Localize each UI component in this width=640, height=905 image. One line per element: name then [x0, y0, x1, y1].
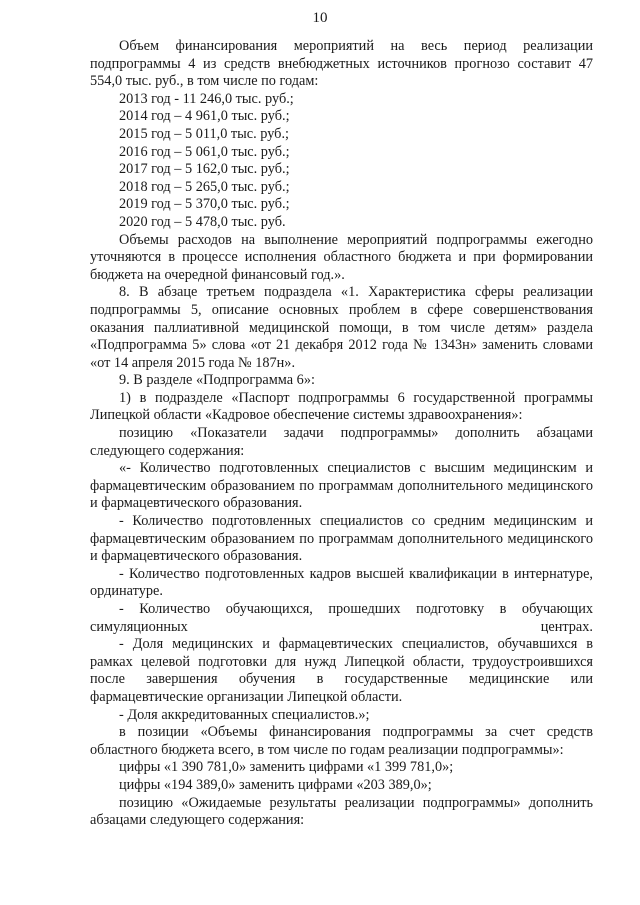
paragraph: - Количество подготовленных специалистов со средним медицинским и фармацевтическим образованием по программам дополнительного медицинского и фармацевтического образования.: [90, 513, 593, 565]
paragraph: Объемы расходов на выполнение мероприятий подпрограммы ежегодно уточняются в процессе исполнения областного бюджета и при формировании бюджета на очередной финансовый год.».: [90, 231, 593, 283]
paragraph: «- Количество подготовленных специалистов с высшим медицинским и фармацевтическим образованием по программам дополнительного медицинского и фармацевтического образования.: [90, 460, 593, 512]
paragraph: цифры «194 389,0» заменить цифрами «203 389,0»;: [119, 776, 432, 793]
paragraph: цифры «1 390 781,0» заменить цифрами «1 399 781,0»;: [119, 759, 454, 776]
paragraph: - Количество обучающихся, прошедших подготовку в обучающих симуляционных центрах.: [90, 601, 593, 635]
paragraph: позицию «Показатели задачи подпрограммы» дополнить абзацами следующего содержания:: [90, 425, 593, 459]
paragraph: - Доля медицинских и фармацевтических специалистов, обучавшихся в рамках целевой подготовки для нужд Липецкой области, трудоустроившихся после завершения обучения в государственные медицинские или фармацевтические организации Липецкой области.: [90, 636, 593, 705]
paragraph: 2016 год – 5 061,0 тыс. руб.;: [119, 143, 290, 160]
paragraph: 2017 год – 5 162,0 тыс. руб.;: [119, 161, 290, 178]
page-number: 10: [312, 10, 328, 26]
paragraph: 1) в подразделе «Паспорт подпрограммы 6 государственной программы Липецкой области «Кадровое обеспечение системы здравоохранения»:: [90, 389, 593, 424]
paragraph: позицию «Ожидаемые результаты реализации подпрограммы» дополнить абзацами следующего содержания:: [90, 794, 593, 829]
paragraph: 2013 год - 11 246,0 тыс. руб.;: [119, 90, 294, 107]
paragraph: 2020 год – 5 478,0 тыс. руб.: [119, 213, 286, 230]
document-body: [90, 38, 593, 830]
paragraph: - Доля аккредитованных специалистов.»;: [119, 706, 370, 723]
paragraph: 2015 год – 5 011,0 тыс. руб.;: [119, 125, 290, 142]
paragraph: 2014 год – 4 961,0 тыс. руб.;: [119, 108, 290, 125]
paragraph: в позиции «Объемы финансирования подпрограммы за счет средств областного бюджета всего, в том числе по годам реализации подпрограммы»:: [90, 724, 593, 758]
paragraph: - Количество подготовленных кадров высшей квалификации в интернатуре, ординатуре.: [90, 565, 593, 600]
paragraph: 2018 год – 5 265,0 тыс. руб.;: [119, 178, 290, 195]
paragraph: Объем финансирования мероприятий на весь период реализации подпрограммы 4 из средств внебюджетных источников прогнозо составит 47 554,0 тыс. руб., в том числе по годам:: [90, 38, 593, 90]
paragraph: 2019 год – 5 370,0 тыс. руб.;: [119, 196, 290, 213]
paragraph: 8. В абзаце третьем подраздела «1. Характеристика сферы реализации подпрограммы 5, описание основных проблем в сфере совершенствования оказания паллиативной медицинской помощи, в том числе детям» раздела «Подпрограмма 5» слова «от 21 декабря 2012 года № 1343н» заменить словами «от 14 апреля 2015 года № 187н».: [90, 284, 593, 371]
paragraph: 9. В разделе «Подпрограмма 6»:: [119, 372, 315, 389]
